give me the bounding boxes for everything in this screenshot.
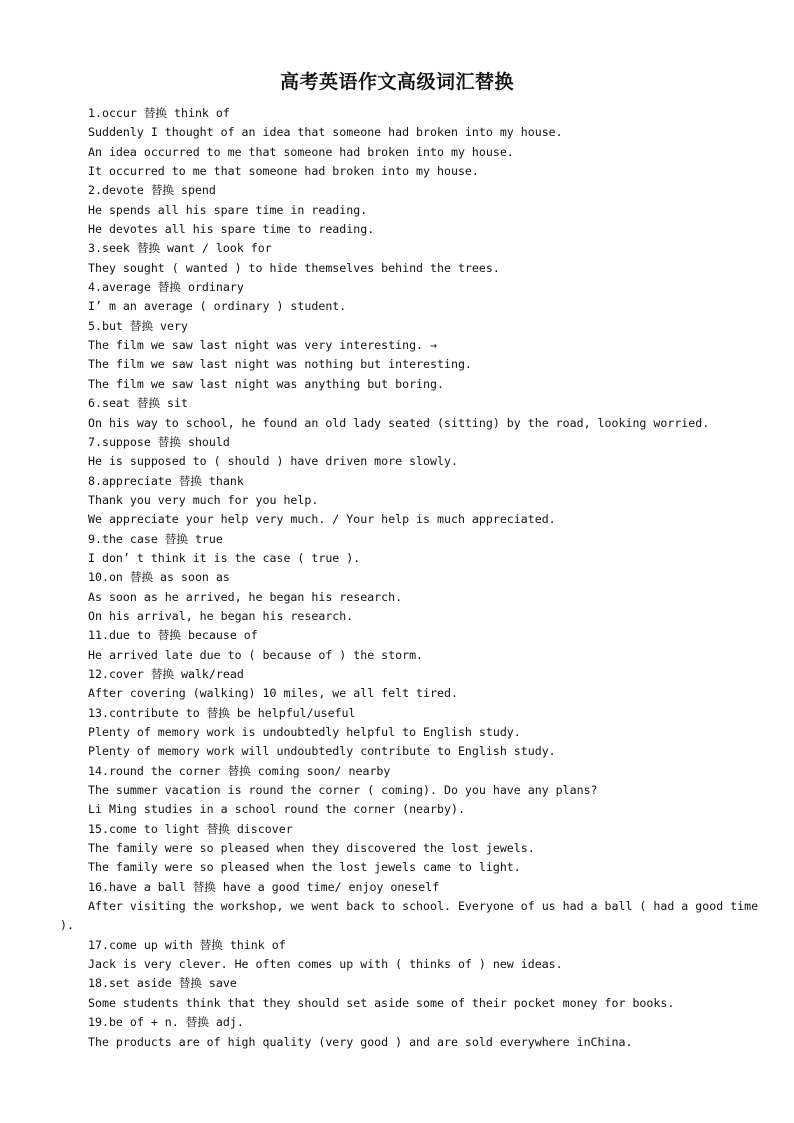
page-title: 高考英语作文高级词汇替换 [279,71,514,93]
text-line: The film we saw last night was nothing but interesting. [88,357,472,372]
text-line: Some students think that they should set aside some of their pocket money for books. [88,995,675,1010]
text-line: The summer vacation is round the corner ( coming). Do you have any plans? [88,783,598,798]
text-line: 1.occur 替换 think of [88,106,230,120]
text-line: The family were so pleased when the lost jewels came to light. [88,860,521,875]
text-line: 3.seek 替换 want / look for [88,241,272,256]
text-line: He arrived late due to ( because of ) the storm. [88,647,424,662]
text-line: An idea occurred to me that someone had broken into my house. [88,144,514,159]
text-line: 5.but 替换 very [88,318,188,333]
text-line: It occurred to me that someone had broken into my house. [88,164,479,179]
text-line: He is supposed to ( should ) have driven more slowly. [88,454,458,469]
text-line: As soon as he arrived, he began his research. [88,589,403,604]
text-line: He devotes all his spare time to reading. [88,222,375,237]
text-line: ). [60,918,74,933]
text-line: I don’ t think it is the case ( true ). [88,550,361,565]
text-line: 7.suppose 替换 should [88,434,230,449]
text-line: 12.cover 替换 walk/read [88,666,244,681]
text-line: They sought ( wanted ) to hide themselves behind the trees. [88,260,500,275]
text-line: The products are of high quality (very good ) and are sold everywhere inChina. [88,1034,633,1049]
text-line: Plenty of memory work is undoubtedly helpful to English study. [88,725,521,739]
text-line: 16.have a ball 替换 have a good time/ enjoy oneself [88,879,440,894]
text-line: Li Ming studies in a school round the corner (nearby). [88,802,465,817]
text-line: After visiting the workshop, we went back to school. Everyone of us had a ball ( had a good time [88,899,759,914]
text-line: The film we saw last night was anything but boring. [88,376,444,391]
text-line: I’ m an average ( ordinary ) student. [88,299,347,314]
text-line: 19.be of + n. 替换 adj. [88,1015,244,1030]
text-line: Jack is very clever. He often comes up with ( thinks of ) new ideas. [88,957,563,972]
text-line: 8.appreciate 替换 thank [88,473,244,488]
text-line: On his arrival, he began his research. [88,608,354,623]
text-line: Plenty of memory work will undoubtedly contribute to English study. [88,744,556,759]
text-line: The film we saw last night was very interesting. → [88,338,438,353]
text-line: We appreciate your help very much. / Your help is much appreciated. [88,512,556,527]
text-line: 15.come to light 替换 discover [88,821,293,836]
text-line: Thank you very much for you help. [88,492,319,507]
text-line: 11.due to 替换 because of [88,628,258,643]
text-line: 18.set aside 替换 save [88,976,237,991]
text-line: 13.contribute to 替换 be helpful/useful [88,705,356,720]
text-line: 14.round the corner 替换 coming soon/ nearby [88,763,391,778]
content-lines [60,104,760,1052]
text-line: 6.seat 替换 sit [88,396,188,411]
text-line: 10.on 替换 as soon as [88,570,230,585]
text-line: 2.devote 替换 spend [88,183,216,198]
text-line: Suddenly I thought of an idea that someone had broken into my house. [88,125,563,140]
text-line: 4.average 替换 ordinary [88,280,244,295]
text-line: The family were so pleased when they discovered the lost jewels. [88,841,535,856]
text-line: 17.come up with 替换 think of [88,937,286,952]
text-line: After covering (walking) 10 miles, we all felt tired. [88,686,458,701]
text-line: He spends all his spare time in reading. [88,202,368,217]
text-line: On his way to school, he found an old lady seated (sitting) by the road, looking worried. [88,415,710,430]
text-line: 9.the case 替换 true [88,531,223,546]
